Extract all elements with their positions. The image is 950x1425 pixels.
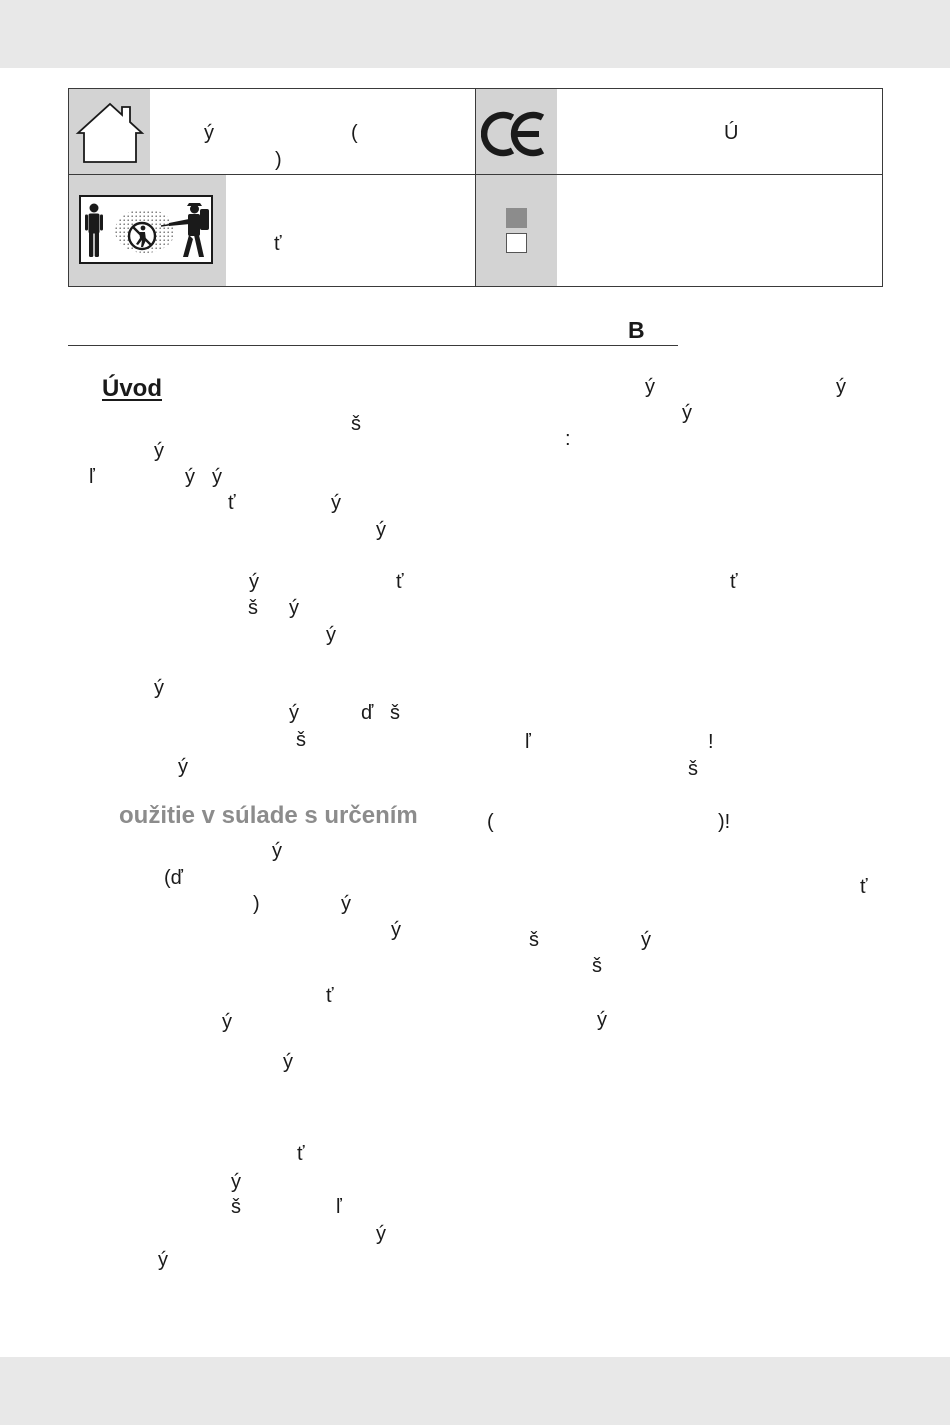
text-fragment: š bbox=[390, 702, 400, 724]
top-band bbox=[0, 0, 950, 68]
empty-square-icon bbox=[506, 233, 527, 253]
text-fragment: : bbox=[565, 428, 571, 450]
text-fragment: ) bbox=[253, 893, 260, 915]
text-fragment: ť bbox=[730, 571, 738, 593]
text-fragment: ý bbox=[272, 840, 282, 862]
usage-heading: oužitie v súlade s určením bbox=[119, 802, 418, 829]
text-fragment: ť bbox=[860, 876, 868, 898]
text-fragment: ť bbox=[326, 985, 334, 1007]
text-fragment: ý bbox=[212, 466, 222, 488]
text-fragment: ď bbox=[361, 702, 374, 724]
text-fragment: ť bbox=[297, 1143, 305, 1165]
intro-heading: Úvod bbox=[102, 375, 162, 402]
table-text-fragment: ý bbox=[204, 122, 214, 144]
bottom-band bbox=[0, 1357, 950, 1425]
text-fragment: š bbox=[296, 729, 306, 751]
text-fragment: ý bbox=[391, 919, 401, 941]
text-fragment: ý bbox=[376, 1223, 386, 1245]
text-fragment: ý bbox=[836, 376, 846, 398]
text-fragment: ý bbox=[331, 492, 341, 514]
ce-mark-icon bbox=[481, 107, 553, 161]
text-fragment: ý bbox=[283, 1051, 293, 1073]
text-fragment: š bbox=[351, 413, 361, 435]
text-fragment: ý bbox=[154, 677, 164, 699]
text-fragment: š bbox=[592, 955, 602, 977]
text-fragment: ý bbox=[185, 466, 195, 488]
text-fragment: ý bbox=[645, 376, 655, 398]
table-text-fragment: Ú bbox=[724, 122, 739, 144]
text-fragment: ľ bbox=[89, 466, 95, 488]
text-fragment: ý bbox=[341, 893, 351, 915]
text-fragment: š bbox=[248, 597, 258, 619]
icon-cell-squares bbox=[476, 175, 557, 286]
text-fragment: ! bbox=[708, 731, 714, 753]
text-fragment: ť bbox=[228, 492, 236, 514]
house-icon bbox=[74, 100, 146, 166]
text-fragment: ý bbox=[231, 1171, 241, 1193]
text-fragment: ý bbox=[158, 1249, 168, 1271]
table-text-fragment: ) bbox=[275, 149, 282, 171]
text-fragment: ľ bbox=[525, 731, 531, 753]
text-fragment: š bbox=[231, 1196, 241, 1218]
text-fragment: š bbox=[688, 758, 698, 780]
text-fragment: )! bbox=[718, 811, 731, 833]
table-text-fragment: ť bbox=[274, 233, 282, 255]
table-column-divider bbox=[475, 89, 476, 286]
text-fragment: ý bbox=[376, 519, 386, 541]
text-fragment: ý bbox=[178, 756, 188, 778]
text-fragment: ý bbox=[326, 624, 336, 646]
filled-square-icon bbox=[506, 208, 527, 228]
section-rule bbox=[68, 345, 678, 346]
text-fragment: ý bbox=[249, 571, 259, 593]
text-fragment: ý bbox=[641, 929, 651, 951]
text-fragment: ý bbox=[289, 702, 299, 724]
section-letter: B bbox=[628, 317, 645, 343]
text-fragment: ý bbox=[289, 597, 299, 619]
text-fragment: š bbox=[529, 929, 539, 951]
text-fragment: ý bbox=[154, 440, 164, 462]
text-fragment: (ď bbox=[164, 867, 183, 889]
no-person-sign bbox=[129, 223, 155, 249]
bystander-sprayer-warning-icon bbox=[79, 195, 213, 264]
text-fragment: ľ bbox=[336, 1196, 342, 1218]
text-fragment: ť bbox=[396, 571, 404, 593]
table-text-fragment: ( bbox=[351, 122, 358, 144]
text-fragment: ý bbox=[597, 1009, 607, 1031]
text-fragment: ( bbox=[487, 811, 494, 833]
text-fragment: ý bbox=[222, 1011, 232, 1033]
text-fragment: ý bbox=[682, 402, 692, 424]
